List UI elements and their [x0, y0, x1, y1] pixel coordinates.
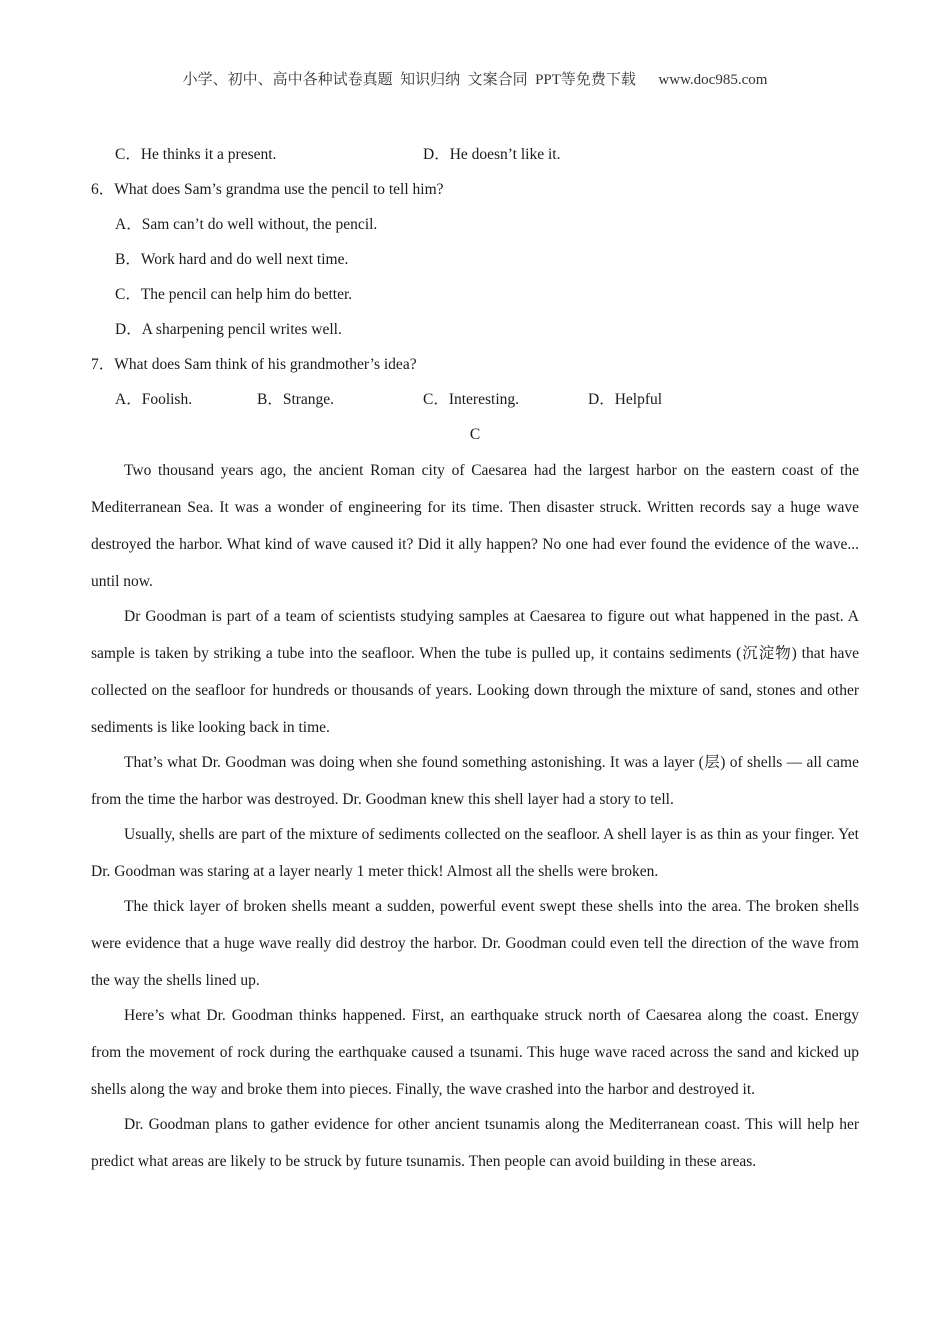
q7-option-b: B．Strange. [257, 391, 335, 408]
q7-option-a: A．Foolish. [115, 391, 193, 408]
passage-paragraph-2: Dr Goodman is part of a team of scientists studying samples at Caesarea to figure out what happened in the past. A sample is taken by striking a tube into the seafloor. When the tube is pulled up, it contains sediments (沉淀物) that have collected on the seafloor for hundreds or thousands of years. Looking down through the mixture of sand, stones and other sediments is like looking back in time. [91, 608, 859, 736]
passage-paragraph-7: Dr. Goodman plans to gather evidence for other ancient tsunamis along the Mediterranean coast. This will help her predict what areas are likely to be struck by future tsunamis. Then people can avoid building in these areas. [91, 1116, 859, 1170]
passage-paragraph-4: Usually, shells are part of the mixture of sediments collected on the seafloor. A shell layer is as thin as your finger. Yet Dr. Goodman was staring at a layer nearly 1 meter thick! Almost all the shells were broken. [91, 826, 859, 880]
q5-option-d: D．He doesn’t like it. [423, 146, 561, 163]
q5-options-row [91, 137, 859, 172]
section-label: C [469, 426, 481, 443]
q6-option-c: C．The pencil can help him do better. [115, 286, 353, 303]
q5-option-c: C．He thinks it a present. [115, 146, 277, 163]
q7-option-d: D．Helpful [588, 391, 663, 408]
passage-paragraph-1: Two thousand years ago, the ancient Roman city of Caesarea had the largest harbor on the eastern coast of the Mediterranean Sea. It was a wonder of engineering for its time. Then disaster struck. Written records say a huge wave destroyed the harbor. What kind of wave caused it? Did it ally happen? No one had ever found the evidence of the wave... until now. [91, 462, 859, 590]
q6-option-a: A．Sam can’t do well without, the pencil. [115, 216, 378, 233]
passage-paragraph-3: That’s what Dr. Goodman was doing when she found something astonishing. It was a layer (层) of shells — all came from the time the harbor was destroyed. Dr. Goodman knew this shell layer had a story to tell. [91, 754, 859, 808]
document-body [91, 137, 859, 1178]
q6-question: 6．What does Sam’s grandma use the pencil to tell him? [91, 181, 444, 198]
q7-options-row [91, 382, 859, 417]
q7-option-c: C．Interesting. [423, 391, 519, 408]
q6-option-b: B．Work hard and do well next time. [115, 251, 349, 268]
passage-paragraph-5: The thick layer of broken shells meant a sudden, powerful event swept these shells into the area. The broken shells were evidence that a huge wave really did destroy the harbor. Dr. Goodman could even tell the direction of the wave from the way the shells lined up. [91, 898, 859, 989]
q6-option-d: D．A sharpening pencil writes well. [115, 321, 342, 338]
passage-paragraph-6: Here’s what Dr. Goodman thinks happened. First, an earthquake struck north of Caesarea along the coast. Energy from the movement of rock during the earthquake caused a tsunami. This huge wave raced across the sand and kicked up shells along the way and broke them into pieces. Finally, the wave crashed into the harbor and destroyed it. [91, 1007, 859, 1098]
q7-question: 7．What does Sam think of his grandmother’s idea? [91, 356, 417, 373]
page-header: 小学、初中、高中各种试卷真题 知识归纳 文案合同 PPT等免费下载 www.doc985.com [182, 72, 768, 88]
